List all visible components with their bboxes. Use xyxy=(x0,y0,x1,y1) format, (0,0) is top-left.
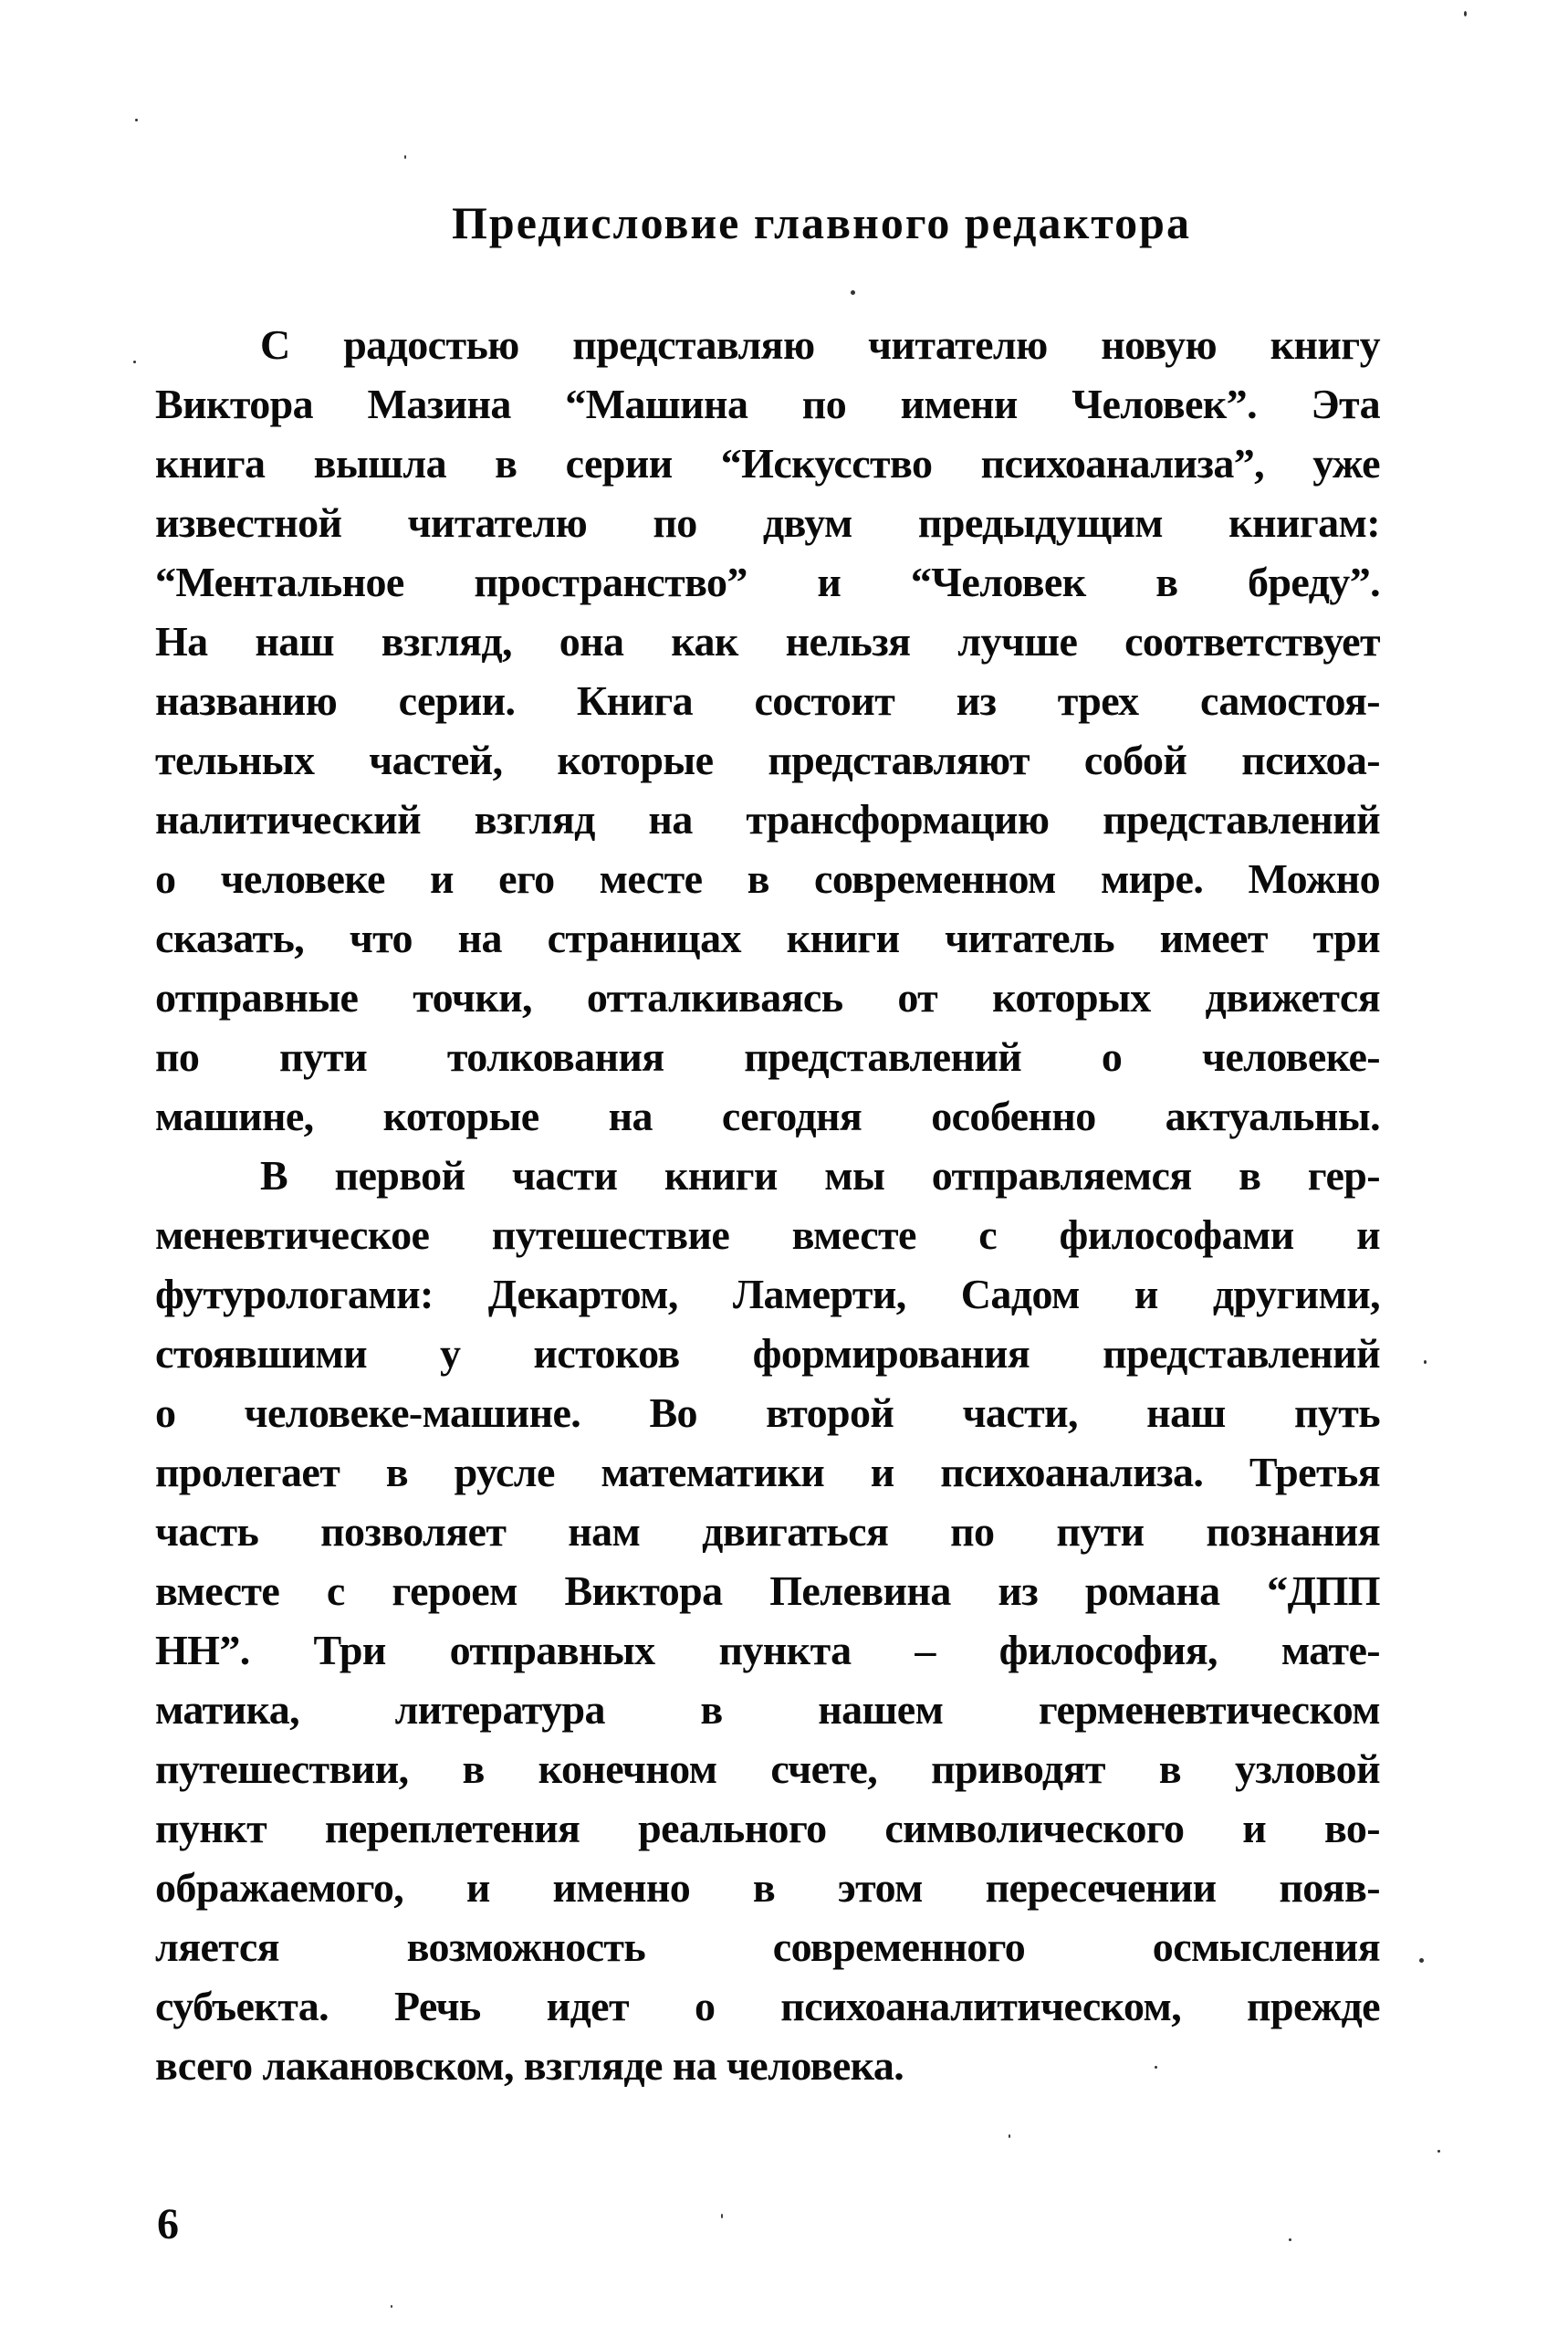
text-line: стоявшими у истоков формирования представлений xyxy=(155,1330,1380,1377)
text-line: вместе с героем Виктора Пелевина из романа “ДПП xyxy=(155,1567,1380,1614)
scan-speck xyxy=(1289,2238,1291,2241)
text-line: сказать, что на страницах книги читатель имеет три xyxy=(155,915,1380,961)
page-title: Предисловие главного редактора xyxy=(452,197,1191,248)
scan-speck xyxy=(1419,1958,1424,1963)
text-line: всего лакановском, взгляде на человека. xyxy=(155,2042,904,2089)
text-line: путешествии, в конечном счете, приводят в узловой xyxy=(155,1745,1380,1792)
text-line: книга вышла в серии “Искусство психоанализа”, уже xyxy=(155,440,1380,487)
scan-speck xyxy=(851,290,855,295)
paragraph-2 xyxy=(155,1146,1380,2095)
text-line: отправные точки, отталкиваясь от которых движется xyxy=(155,974,1380,1021)
text-line: о человеке и его месте в современном мире. Можно xyxy=(155,855,1380,902)
text-line: ляется возможность современного осмысления xyxy=(155,1923,1380,1970)
text-line: названию серии. Книга состоит из трех самостоя- xyxy=(155,677,1380,724)
scan-speck xyxy=(1437,2150,1440,2153)
text-line: по пути толкования представлений о человеке- xyxy=(155,1033,1380,1080)
text-line: субъекта. Речь идет о психоаналитическом, прежде xyxy=(155,1983,1380,2029)
text-line: матика, литература в нашем герменевтическом xyxy=(155,1686,1380,1733)
scan-speck xyxy=(391,2305,392,2308)
text-line: В первой части книги мы отправляемся в гер- xyxy=(260,1152,1380,1199)
text-line: На наш взгляд, она как нельзя лучше соответствует xyxy=(155,618,1380,665)
scan-speck xyxy=(1009,2134,1010,2138)
scan-speck xyxy=(1464,11,1467,16)
text-line: меневтическое путешествие вместе с философами и xyxy=(155,1211,1380,1258)
text-line: о человеке-машине. Во второй части, наш путь xyxy=(155,1389,1380,1436)
text-line: НН”. Три отправных пункта – философия, мате- xyxy=(155,1627,1380,1673)
text-line: пункт переплетения реального символического и во- xyxy=(155,1805,1380,1851)
text-line: машине, которые на сегодня особенно актуальны. xyxy=(155,1093,1380,1139)
scan-speck xyxy=(404,155,406,159)
text-line: ображаемого, и именно в этом пересечении появ- xyxy=(155,1864,1380,1911)
text-line: известной читателю по двум предыдущим книгам: xyxy=(155,499,1380,546)
text-line: футурологами: Декартом, Ламерти, Садом и другими, xyxy=(155,1271,1380,1317)
text-line: налитический взгляд на трансформацию представлений xyxy=(155,796,1380,843)
scan-speck xyxy=(721,2214,723,2218)
text-line: тельных частей, которые представляют собой психоа- xyxy=(155,737,1380,783)
text-line: Виктора Мазина “Машина по имени Человек”. Эта xyxy=(155,381,1380,427)
text-line: С радостью представляю читателю новую книгу xyxy=(260,321,1380,368)
scan-speck xyxy=(1155,2066,1157,2069)
scan-speck xyxy=(135,119,138,121)
text-line: “Ментальное пространство” и “Человек в бреду”. xyxy=(155,559,1380,605)
page-number: 6 xyxy=(157,2200,179,2248)
scan-speck xyxy=(133,361,136,363)
paragraph-1 xyxy=(155,315,1380,1146)
scan-speck xyxy=(1424,1360,1427,1364)
text-line: часть позволяет нам двигаться по пути познания xyxy=(155,1508,1380,1555)
text-line: пролегает в русле математики и психоанализа. Третья xyxy=(155,1449,1380,1495)
body-text xyxy=(155,315,1380,2095)
